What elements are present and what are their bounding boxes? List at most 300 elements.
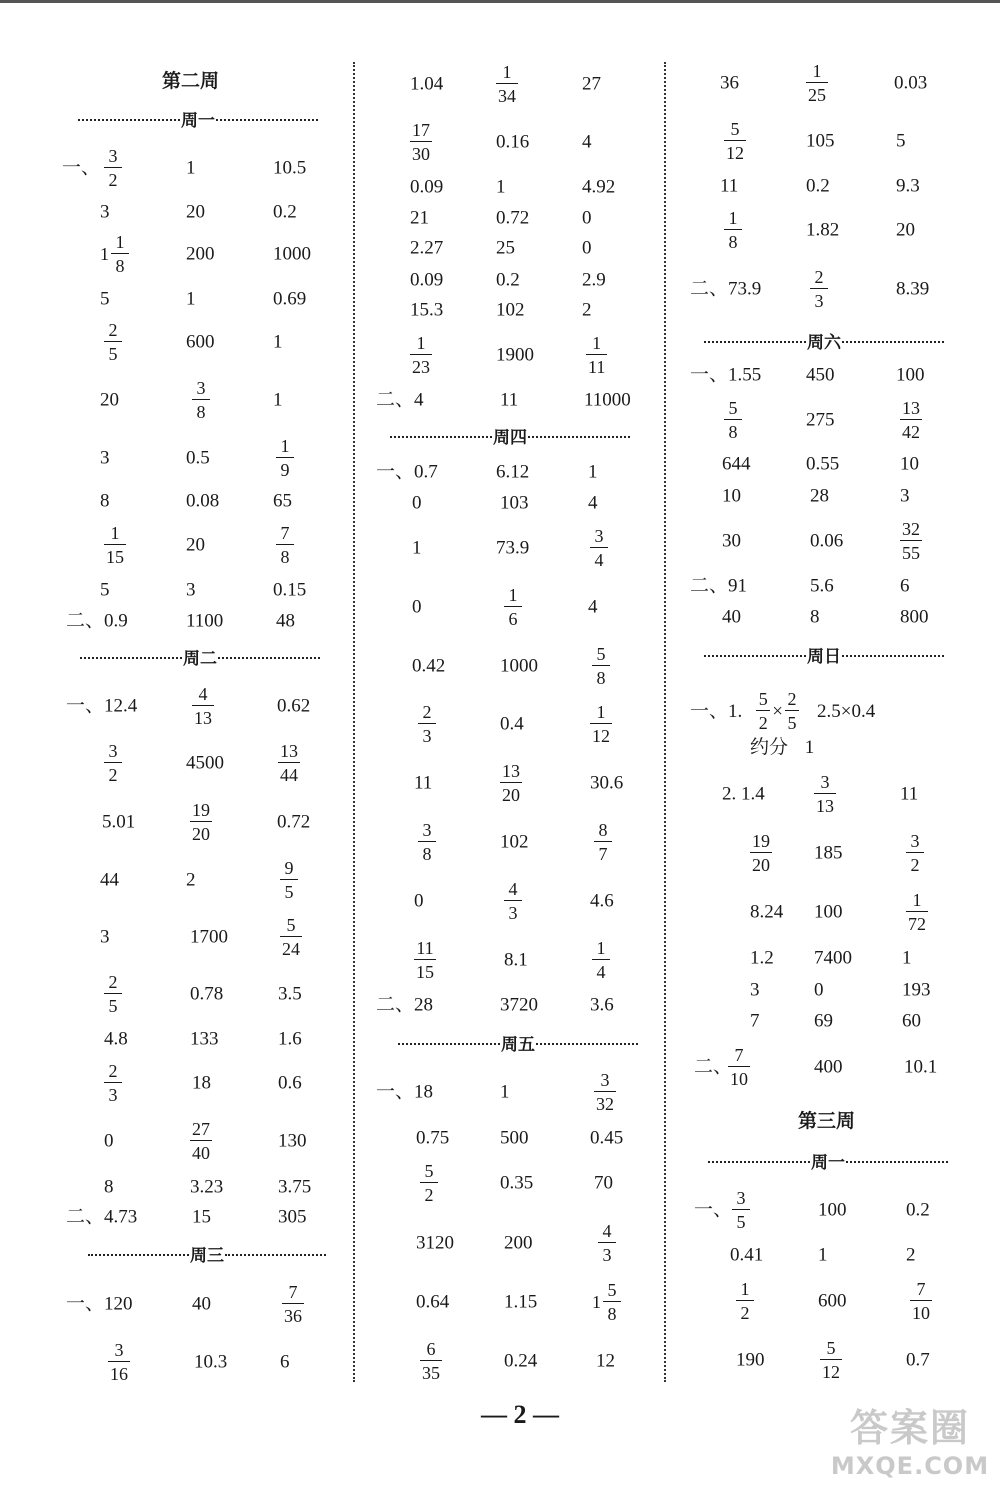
answer-value: 20 [100,389,119,411]
dotted-leader [528,436,630,438]
denominator: 12 [592,726,610,746]
denominator: 8 [728,232,738,252]
answer-value: 1 [496,176,506,198]
numerator: 6 [426,1339,436,1359]
answer-value: 11 [900,783,919,805]
fraction-bar [104,1082,122,1083]
answer-value: 185 [814,842,843,864]
answer-value: 1 [186,157,196,179]
answer-value: 一、0.7 [376,461,438,483]
fraction-bar [280,936,302,937]
answer-value: 6.12 [496,461,530,483]
fraction [724,120,746,162]
day-label: 周一 [181,110,215,131]
answer-value: 5 [100,288,110,310]
answer-value: 450 [806,364,835,386]
numerator: 5 [728,398,738,418]
denominator: 8 [280,547,290,567]
fraction [410,334,432,376]
answer-value: 1100 [186,610,224,632]
fraction-bar [111,253,129,254]
day-label: 周日 [807,646,841,667]
numerator: 2 [787,689,797,709]
numerator: 1 [740,1279,750,1299]
numerator: 1 [508,585,518,605]
fraction-bar [785,710,799,711]
denominator: 23 [412,357,430,377]
day-header-fri [398,1032,638,1055]
denominator: 20 [752,855,770,875]
denominator: 25 [808,85,826,105]
answer-value: 3.75 [278,1176,312,1198]
numerator: 3 [196,378,206,398]
denominator: 20 [192,824,210,844]
answer-value: 600 [186,331,215,353]
fraction-bar [104,762,122,763]
fraction [500,762,522,804]
fraction-bar [190,821,212,822]
numerator: 5 [826,1338,836,1358]
denominator: 8 [115,256,125,276]
answer-value: 1700 [190,926,228,948]
dotted-leader [704,655,806,657]
fraction [280,859,298,901]
dotted-leader [218,657,320,659]
day-label: 周三 [190,1245,224,1266]
fraction-bar [418,723,436,724]
answer-value: 0.62 [277,695,311,717]
denominator: 2 [758,713,768,733]
fraction-bar [906,911,928,912]
numerator: 1 [502,62,512,82]
answer-value: 2 [906,1244,916,1266]
fraction-bar [592,665,610,666]
fraction [590,703,612,745]
fraction-bar [814,793,836,794]
answer-value: 27 [582,73,601,95]
denominator: 2 [108,170,118,190]
answer-value: 0.42 [412,655,446,677]
numerator: 5 [758,689,768,709]
fraction [280,916,302,958]
answer-value: 3.5 [278,983,302,1005]
fraction-bar [724,229,742,230]
numerator: 11 [416,938,434,958]
answer-value: 二、28 [376,994,434,1016]
numerator: 5 [286,915,296,935]
answer-value: 133 [190,1028,219,1050]
denominator: 12 [822,1362,840,1382]
denominator: 2 [910,855,920,875]
answer-value: 0.72 [496,207,530,229]
denominator: 12 [726,143,744,163]
answer-value: 1.04 [410,73,444,95]
answer-value: 0.16 [496,131,530,153]
denominator: 55 [902,543,920,563]
column-divider [353,62,355,1382]
fraction-bar [108,1361,130,1362]
watermark-logo [820,1390,1000,1487]
fraction-bar [410,354,432,355]
answer-value: 4500 [186,752,224,774]
denominator: 4 [594,550,604,570]
fraction-bar [750,852,772,853]
answer-value: 20 [896,219,915,241]
answer-value: 0 [414,890,424,912]
numerator: 3 [114,1340,124,1360]
denominator: 44 [280,765,298,785]
answer-value: 0 [104,1130,114,1152]
answer-value: 21 [410,207,429,229]
numerator: 8 [598,820,608,840]
denominator: 34 [498,86,516,106]
denominator: 3 [108,1085,118,1105]
fraction [111,233,129,275]
numerator: 4 [602,1221,612,1241]
numerator: 32 [902,519,920,539]
fraction [278,742,300,784]
answer-value: 11 [414,772,433,794]
dotted-leader [390,436,492,438]
answer-value: 10 [722,485,741,507]
answer-value: 0.45 [590,1127,624,1149]
times-sign: × [772,700,783,722]
numerator: 3 [422,820,432,840]
fraction [420,1340,442,1382]
fraction-bar [594,1091,616,1092]
answer-value: 69 [814,1010,833,1032]
numerator: 3 [594,526,604,546]
answer-value: 11 [500,389,519,411]
fraction [728,1046,750,1088]
answer-value: 3120 [416,1232,454,1254]
answer-value: 11 [720,175,739,197]
answer-value: 8.39 [896,278,930,300]
dotted-leader [842,341,944,343]
denominator: 3 [602,1245,612,1265]
fraction [756,690,770,732]
fraction-bar [192,399,210,400]
answer-value: 0 [412,492,422,514]
fraction [736,1280,754,1322]
denominator: 3 [814,291,824,311]
answer-value: 1000 [273,243,311,265]
answer-value: 8.1 [504,949,528,971]
denominator: 8 [607,1304,617,1324]
dotted-leader [216,119,318,121]
answer-value: 102 [496,299,525,321]
answer-value: 30.6 [590,772,624,794]
answer-value: 0.5 [186,447,210,469]
answer-value: 二、73.9 [690,278,762,300]
fraction [814,773,836,815]
answer-value: 1.6 [278,1028,302,1050]
denominator: 13 [816,796,834,816]
numerator: 2 [108,320,118,340]
denominator: 8 [196,402,206,422]
answer-value: 20 [186,201,205,223]
answer-value: 一、 [62,157,101,179]
mixed-number [592,1281,621,1323]
denominator: 20 [502,785,520,805]
denominator: 8 [728,422,738,442]
fraction [192,379,210,421]
fraction [594,1071,616,1113]
numerator: 5 [730,119,740,139]
fraction-bar [900,540,922,541]
numerator: 1 [110,523,120,543]
fraction-bar [276,457,294,458]
answer-value: 0.55 [806,453,840,475]
answer-value: 0 [582,207,592,229]
answer-value: 70 [594,1172,613,1194]
answer-value: 1.82 [806,219,840,241]
fraction-bar [594,841,612,842]
fraction-bar [724,140,746,141]
dotted-leader [704,341,806,343]
answer-value: 一、120 [66,1293,133,1315]
fraction [724,209,742,251]
answer-value: 0 [814,979,824,1001]
dotted-leader [225,1254,326,1256]
fraction-bar [756,710,770,711]
answer-value: 100 [818,1199,847,1221]
numerator: 7 [734,1045,744,1065]
fraction-bar [280,879,298,880]
numerator: 4 [508,879,518,899]
answer-value: 1900 [496,344,534,366]
denominator: 16 [110,1364,128,1384]
day-header-wed [88,1243,326,1266]
answer-value: 0.24 [504,1350,538,1372]
numerator: 19 [752,831,770,851]
answer-value: 0.2 [806,175,830,197]
answer-value: 0 [582,237,592,259]
answer-value: 0.08 [186,490,220,512]
numerator: 1 [280,436,290,456]
fraction-bar [900,419,922,420]
fraction-bar [590,723,612,724]
dotted-leader [78,119,180,121]
answer-value: 1 [186,288,196,310]
answer-value: 4.8 [104,1028,128,1050]
fraction [104,973,122,1015]
fraction-bar [810,288,828,289]
answer-value: 0.4 [500,713,524,735]
fraction-bar [420,1182,438,1183]
sun-expression [690,690,875,732]
answer-value: 4 [588,492,598,514]
reduce-label [750,738,814,757]
answer-value: 1 [902,947,912,969]
answer-value: 100 [814,901,843,923]
day-label: 周五 [501,1034,535,1055]
answer-value: 7400 [814,947,852,969]
answer-value: 12 [596,1350,615,1372]
fraction-bar [603,1301,621,1302]
answer-value: 600 [818,1290,847,1312]
answer-value: 25 [496,237,515,259]
fraction [418,821,436,863]
numerator: 5 [424,1161,434,1181]
fraction-bar [418,841,436,842]
answer-value: 40 [722,606,741,628]
answer-value: 二、4 [376,389,424,411]
fraction [900,399,922,441]
fraction [418,703,436,745]
fraction [496,63,518,105]
fraction [603,1281,621,1323]
answer-value: 800 [900,606,929,628]
answer-value: 一、12.4 [66,695,138,717]
answer-value: 1000 [500,655,538,677]
answer-value: 100 [896,364,925,386]
answer-value: 5.01 [102,811,136,833]
answer-value: 7 [750,1010,760,1032]
numerator: 1 [728,208,738,228]
numerator: 1 [115,232,125,252]
answer-value: 一、18 [376,1081,434,1103]
answer-value: 0.03 [894,72,928,94]
answer-value: 644 [722,453,751,475]
answer-value: 8.24 [750,901,784,923]
dotted-leader [398,1043,500,1045]
fraction [592,645,610,687]
expr-rest: 2.5×0.4 [816,700,876,722]
fraction-bar [590,547,608,548]
answer-value: 275 [806,409,835,431]
reduce-text: 约分 [750,737,789,758]
answer-value: 193 [902,979,931,1001]
answer-value: 2.27 [410,237,444,259]
fraction-bar [598,1242,616,1243]
numerator: 1 [912,890,922,910]
answer-value: 3 [900,485,910,507]
fraction-bar [732,1209,750,1210]
fraction-bar [496,83,518,84]
fraction-bar [724,419,742,420]
answer-value: 200 [504,1232,533,1254]
answer-value: 一、1.55 [690,364,762,386]
answer-value: 2 [582,299,592,321]
answer-value: 3720 [500,994,538,1016]
numerator: 1 [596,702,606,722]
answer-value: 5 [100,579,110,601]
week-title: 第三周 [798,1110,856,1132]
answer-value: 1.2 [750,947,774,969]
column-divider [664,62,666,1382]
answer-value: 3 [100,926,110,948]
answer-value: 305 [278,1206,307,1228]
fraction [750,832,772,874]
mixed-number [100,233,129,275]
denominator: 9 [280,460,290,480]
fraction [504,880,522,922]
day-label: 周四 [493,427,527,448]
day-header-tue [80,646,320,669]
numerator: 1 [592,333,602,353]
denominator: 4 [596,962,606,982]
fraction [910,1280,932,1322]
fraction [104,1062,122,1104]
answer-value: 11000 [584,389,631,411]
numerator: 19 [192,800,210,820]
answer-value: 20 [186,534,205,556]
page-number: — 2 — [481,1400,559,1429]
answer-value: 0.41 [730,1244,764,1266]
fraction [732,1189,750,1231]
answer-value: 3 [100,447,110,469]
answer-value: 1 [500,1081,510,1103]
answer-value: 0.75 [416,1127,450,1149]
answer-value: 3.6 [590,994,614,1016]
numerator: 3 [108,741,118,761]
answer-value: 36 [720,72,739,94]
denominator: 5 [108,996,118,1016]
whole-part: 1 [100,244,109,264]
fraction [104,147,122,189]
denominator: 40 [192,1143,210,1163]
denominator: 8 [422,844,432,864]
answer-value: 40 [192,1293,211,1315]
day-header-mon [78,108,318,131]
fraction [806,62,828,104]
fraction [420,1162,438,1204]
answer-value: 二、91 [690,575,748,597]
watermark-url: MXQE.COM [830,1452,990,1480]
answer-value: 0.09 [410,176,444,198]
answer-value: 102 [500,831,529,853]
denominator: 6 [508,609,518,629]
denominator: 15 [416,962,434,982]
answer-value: 4.92 [582,176,616,198]
answer-value: 10.3 [194,1351,228,1373]
denominator: 13 [194,708,212,728]
answer-value: 30 [722,530,741,552]
fraction [108,1341,130,1383]
answer-value: 3 [186,579,196,601]
numerator: 17 [412,120,430,140]
fraction-bar [190,1140,212,1141]
answer-value: 1.15 [504,1291,538,1313]
answer-value: 0.06 [810,530,844,552]
denominator: 3 [422,726,432,746]
numerator: 2 [108,972,118,992]
denominator: 2 [424,1185,434,1205]
denominator: 5 [284,882,294,902]
answer-value: 48 [276,610,295,632]
fraction-bar [500,782,522,783]
answer-value: 105 [806,130,835,152]
fraction [504,586,522,628]
answer-value: 8 [810,606,820,628]
denominator: 30 [412,144,430,164]
fraction-bar [910,1300,932,1301]
fraction-bar [104,341,122,342]
denominator: 24 [282,939,300,959]
dotted-leader [842,655,944,657]
denominator: 42 [902,422,920,442]
fraction [410,121,432,163]
answer-value: 二、 [694,1056,733,1078]
numerator: 3 [736,1188,746,1208]
fraction [594,821,612,863]
answer-value: 8 [100,490,110,512]
answer-value: 二、4.73 [66,1206,138,1228]
answer-value: 2.9 [582,269,606,291]
fraction-bar [282,1303,304,1304]
answer-value: 18 [192,1072,211,1094]
